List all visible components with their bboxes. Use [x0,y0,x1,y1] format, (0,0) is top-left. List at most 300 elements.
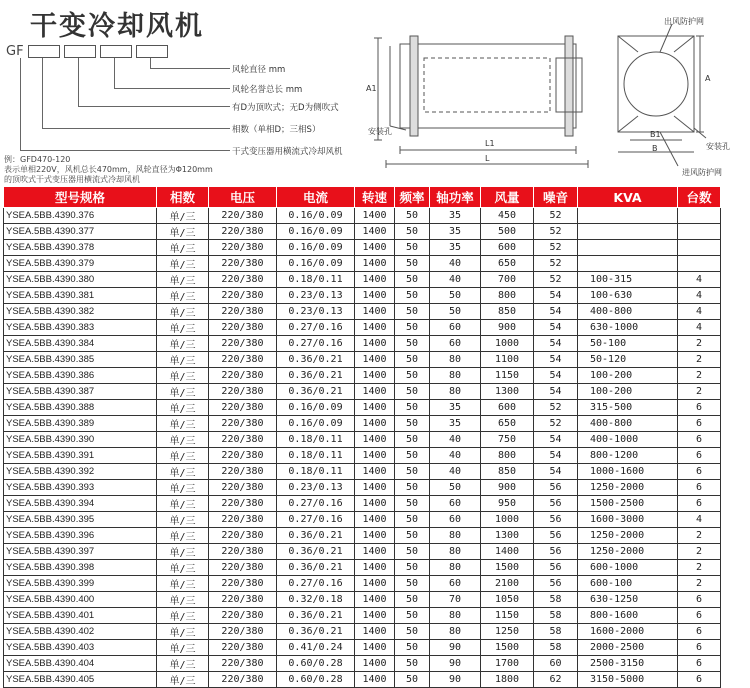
cell-frequency: 50 [395,320,430,336]
cell-noise: 52 [534,272,578,288]
cell-power: 80 [430,560,481,576]
cell-frequency: 50 [395,400,430,416]
cell-phase: 单/三 [157,576,209,592]
table-row [4,400,721,416]
cell-count: 6 [678,400,721,416]
cell-airflow: 1250 [481,624,534,640]
cell-model: YSEA.5BB.4390.379 [4,256,157,272]
dim-b: B [652,144,658,153]
cell-model: YSEA.5BB.4390.401 [4,608,157,624]
cell-frequency: 50 [395,464,430,480]
cell-airflow: 600 [481,240,534,256]
cell-airflow: 1000 [481,512,534,528]
cell-noise: 56 [534,560,578,576]
cell-noise: 52 [534,240,578,256]
cell-phase: 单/三 [157,528,209,544]
cell-phase: 单/三 [157,336,209,352]
cell-kva: 1500-2500 [578,496,678,512]
cell-airflow: 850 [481,464,534,480]
cell-count: 4 [678,320,721,336]
cell-voltage: 220/380 [209,384,277,400]
cell-airflow: 2100 [481,576,534,592]
cell-power: 40 [430,432,481,448]
table-row [4,672,721,688]
cell-kva: 1250-2000 [578,528,678,544]
cell-phase: 单/三 [157,656,209,672]
cell-speed: 1400 [355,288,395,304]
fan-drawing [360,10,750,185]
cell-model: YSEA.5BB.4390.393 [4,480,157,496]
cell-voltage: 220/380 [209,336,277,352]
cell-kva: 2000-2500 [578,640,678,656]
cell-kva: 1250-2000 [578,544,678,560]
cell-count: 2 [678,576,721,592]
cell-phase: 单/三 [157,256,209,272]
cell-noise: 52 [534,416,578,432]
cell-model: YSEA.5BB.4390.403 [4,640,157,656]
cell-model: YSEA.5BB.4390.405 [4,672,157,688]
page-title: 干变冷却风机 [30,11,204,42]
cell-count: 6 [678,432,721,448]
table-row [4,528,721,544]
cell-airflow: 1150 [481,608,534,624]
cell-power: 60 [430,576,481,592]
cell-kva: 630-1250 [578,592,678,608]
cell-phase: 单/三 [157,464,209,480]
cell-voltage: 220/380 [209,352,277,368]
cell-speed: 1400 [355,400,395,416]
cell-airflow: 650 [481,256,534,272]
col-header-frequency: 频率 [395,187,430,208]
cell-noise: 54 [534,336,578,352]
cell-frequency: 50 [395,256,430,272]
cell-current: 0.36/0.21 [277,352,355,368]
cell-noise: 58 [534,624,578,640]
cell-voltage: 220/380 [209,448,277,464]
cell-voltage: 220/380 [209,592,277,608]
cell-frequency: 50 [395,368,430,384]
cell-phase: 单/三 [157,624,209,640]
table-row [4,256,721,272]
col-header-power: 轴功率 [430,187,481,208]
cell-current: 0.27/0.16 [277,336,355,352]
table-row [4,592,721,608]
cell-power: 50 [430,480,481,496]
cell-voltage: 220/380 [209,560,277,576]
cell-voltage: 220/380 [209,256,277,272]
cell-phase: 单/三 [157,352,209,368]
cell-count: 6 [678,464,721,480]
cell-power: 80 [430,368,481,384]
cell-current: 0.16/0.09 [277,256,355,272]
table-row [4,336,721,352]
cell-voltage: 220/380 [209,288,277,304]
cell-count: 4 [678,304,721,320]
cell-noise: 52 [534,400,578,416]
cell-airflow: 1300 [481,384,534,400]
cell-noise: 56 [534,528,578,544]
col-header-kva: KVA [578,187,678,208]
cell-count [678,224,721,240]
cell-count: 4 [678,288,721,304]
code-box-type [64,45,96,58]
cell-kva: 50-120 [578,352,678,368]
cell-phase: 单/三 [157,544,209,560]
cell-current: 0.16/0.09 [277,208,355,224]
cell-frequency: 50 [395,608,430,624]
cell-current: 0.32/0.18 [277,592,355,608]
cell-speed: 1400 [355,352,395,368]
cell-current: 0.18/0.11 [277,272,355,288]
cell-kva: 1600-2000 [578,624,678,640]
cell-noise: 54 [534,288,578,304]
cell-speed: 1400 [355,432,395,448]
cell-noise: 56 [534,576,578,592]
cell-airflow: 950 [481,496,534,512]
cell-speed: 1400 [355,224,395,240]
cell-power: 35 [430,400,481,416]
cell-frequency: 50 [395,576,430,592]
cell-voltage: 220/380 [209,224,277,240]
cell-phase: 单/三 [157,400,209,416]
col-header-count: 台数 [678,187,721,208]
cell-current: 0.18/0.11 [277,464,355,480]
cell-voltage: 220/380 [209,272,277,288]
cell-airflow: 700 [481,272,534,288]
label-outlet-guard: 出风防护网 [664,17,704,26]
cell-frequency: 50 [395,496,430,512]
table-row [4,624,721,640]
cell-kva [578,224,678,240]
cell-phase: 单/三 [157,512,209,528]
cell-voltage: 220/380 [209,496,277,512]
cell-phase: 单/三 [157,608,209,624]
desc-length: 风轮名誉总长 mm [232,85,303,95]
table-row [4,640,721,656]
dim-b1: B1 [650,130,661,139]
cell-speed: 1400 [355,320,395,336]
cell-model: YSEA.5BB.4390.392 [4,464,157,480]
col-header-voltage: 电压 [209,187,277,208]
cell-count: 2 [678,544,721,560]
cell-voltage: 220/380 [209,640,277,656]
code-prefix: GF [6,44,24,59]
col-header-phase: 相数 [157,187,209,208]
cell-current: 0.36/0.21 [277,544,355,560]
cell-speed: 1400 [355,656,395,672]
cell-frequency: 50 [395,448,430,464]
label-inlet-guard: 进风防护网 [682,168,722,177]
cell-count: 2 [678,528,721,544]
cell-frequency: 50 [395,528,430,544]
cell-speed: 1400 [355,544,395,560]
cell-model: YSEA.5BB.4390.404 [4,656,157,672]
cell-noise: 54 [534,304,578,320]
desc-phase: 相数（单相D；三相S） [232,125,321,135]
cell-speed: 1400 [355,528,395,544]
cell-power: 60 [430,512,481,528]
table-row [4,576,721,592]
cell-count: 6 [678,448,721,464]
col-header-speed: 转速 [355,187,395,208]
cell-noise: 58 [534,592,578,608]
cell-noise: 54 [534,352,578,368]
cell-frequency: 50 [395,288,430,304]
cell-power: 70 [430,592,481,608]
cell-kva: 400-1000 [578,432,678,448]
table-row [4,272,721,288]
cell-current: 0.36/0.21 [277,608,355,624]
cell-phase: 单/三 [157,288,209,304]
table-body [4,208,721,688]
cell-noise: 54 [534,384,578,400]
table-row [4,224,721,240]
cell-voltage: 220/380 [209,672,277,688]
cell-airflow: 1050 [481,592,534,608]
cell-current: 0.36/0.21 [277,368,355,384]
cell-speed: 1400 [355,416,395,432]
cell-model: YSEA.5BB.4390.388 [4,400,157,416]
cell-frequency: 50 [395,384,430,400]
cell-current: 0.27/0.16 [277,576,355,592]
cell-airflow: 1150 [481,368,534,384]
cell-phase: 单/三 [157,416,209,432]
cell-speed: 1400 [355,384,395,400]
cell-noise: 58 [534,608,578,624]
cell-airflow: 1800 [481,672,534,688]
col-header-noise: 噪音 [534,187,578,208]
cell-noise: 54 [534,464,578,480]
cell-power: 90 [430,656,481,672]
cell-frequency: 50 [395,624,430,640]
cell-current: 0.36/0.21 [277,384,355,400]
cell-speed: 1400 [355,208,395,224]
cell-kva: 1000-1600 [578,464,678,480]
cell-frequency: 50 [395,640,430,656]
example-line-2: 表示单相220V，风机总长470mm，风轮直径为Φ120mm [4,165,213,174]
cell-power: 60 [430,496,481,512]
dim-l: L [485,154,490,163]
desc-product: 干式变压器用横流式冷却风机 [232,147,343,157]
cell-power: 40 [430,448,481,464]
cell-model: YSEA.5BB.4390.383 [4,320,157,336]
cell-kva: 3150-5000 [578,672,678,688]
cell-airflow: 850 [481,304,534,320]
cell-frequency: 50 [395,208,430,224]
dim-a: A [705,74,711,83]
cell-airflow: 1100 [481,352,534,368]
cell-count: 2 [678,560,721,576]
cell-kva: 100-315 [578,272,678,288]
cell-airflow: 800 [481,288,534,304]
example-note [4,155,213,185]
cell-power: 35 [430,208,481,224]
cell-noise: 62 [534,672,578,688]
cell-airflow: 1000 [481,336,534,352]
cell-model: YSEA.5BB.4390.378 [4,240,157,256]
cell-phase: 单/三 [157,480,209,496]
cell-airflow: 900 [481,320,534,336]
cell-current: 0.36/0.21 [277,528,355,544]
cell-noise: 60 [534,656,578,672]
table-row [4,352,721,368]
table-row [4,304,721,320]
cell-current: 0.27/0.16 [277,496,355,512]
cell-model: YSEA.5BB.4390.377 [4,224,157,240]
cell-speed: 1400 [355,496,395,512]
cell-speed: 1400 [355,480,395,496]
cell-power: 50 [430,304,481,320]
cell-count: 2 [678,384,721,400]
cell-frequency: 50 [395,224,430,240]
cell-voltage: 220/380 [209,432,277,448]
cell-airflow: 900 [481,480,534,496]
cell-phase: 单/三 [157,304,209,320]
cell-speed: 1400 [355,240,395,256]
example-line-3: 的顶吹式干式变压器用横流式冷却风机 [4,175,140,184]
cell-airflow: 1400 [481,544,534,560]
cell-noise: 52 [534,256,578,272]
cell-frequency: 50 [395,336,430,352]
cell-power: 90 [430,672,481,688]
cell-frequency: 50 [395,512,430,528]
col-header-model: 型号规格 [4,187,157,208]
cell-kva: 600-100 [578,576,678,592]
cell-noise: 54 [534,432,578,448]
cell-phase: 单/三 [157,672,209,688]
cell-voltage: 220/380 [209,624,277,640]
cell-speed: 1400 [355,368,395,384]
cell-power: 80 [430,624,481,640]
cell-phase: 单/三 [157,432,209,448]
cell-noise: 52 [534,224,578,240]
cell-power: 80 [430,544,481,560]
cell-current: 0.18/0.11 [277,432,355,448]
col-header-airflow: 风量 [481,187,534,208]
cell-phase: 单/三 [157,592,209,608]
cell-airflow: 650 [481,416,534,432]
cell-airflow: 750 [481,432,534,448]
cell-current: 0.36/0.21 [277,560,355,576]
cell-current: 0.18/0.11 [277,448,355,464]
table-row [4,656,721,672]
cell-voltage: 220/380 [209,480,277,496]
cell-power: 80 [430,608,481,624]
cell-kva: 100-200 [578,368,678,384]
cell-power: 80 [430,528,481,544]
cell-frequency: 50 [395,480,430,496]
cell-kva [578,208,678,224]
cell-kva: 800-1600 [578,608,678,624]
table-row [4,560,721,576]
cell-phase: 单/三 [157,640,209,656]
cell-frequency: 50 [395,560,430,576]
code-box-length [100,45,132,58]
cell-current: 0.27/0.16 [277,512,355,528]
cell-model: YSEA.5BB.4390.396 [4,528,157,544]
cell-count: 6 [678,480,721,496]
cell-count: 2 [678,352,721,368]
desc-type: 有D为顶吹式；无D为侧吹式 [232,103,339,113]
cell-current: 0.16/0.09 [277,416,355,432]
cell-count: 2 [678,368,721,384]
cell-model: YSEA.5BB.4390.385 [4,352,157,368]
cell-kva [578,240,678,256]
cell-count: 6 [678,496,721,512]
cell-airflow: 1700 [481,656,534,672]
col-header-current: 电流 [277,187,355,208]
code-box-phase [28,45,60,58]
dim-a1: A1 [366,84,377,93]
cell-kva: 50-100 [578,336,678,352]
cell-noise: 52 [534,208,578,224]
cell-voltage: 220/380 [209,544,277,560]
cell-frequency: 50 [395,272,430,288]
cell-count: 4 [678,272,721,288]
cell-noise: 54 [534,320,578,336]
table-row [4,208,721,224]
cell-model: YSEA.5BB.4390.389 [4,416,157,432]
cell-power: 35 [430,240,481,256]
cell-speed: 1400 [355,256,395,272]
cell-kva: 400-800 [578,304,678,320]
cell-model: YSEA.5BB.4390.394 [4,496,157,512]
cell-count [678,208,721,224]
cell-count: 2 [678,336,721,352]
cell-count [678,240,721,256]
cell-model: YSEA.5BB.4390.381 [4,288,157,304]
cell-voltage: 220/380 [209,208,277,224]
cell-speed: 1400 [355,624,395,640]
cell-airflow: 1500 [481,640,534,656]
cell-airflow: 1500 [481,560,534,576]
cell-kva: 2500-3150 [578,656,678,672]
table-row [4,416,721,432]
cell-count: 6 [678,608,721,624]
cell-phase: 单/三 [157,240,209,256]
dimension-diagram [360,10,750,185]
cell-power: 60 [430,320,481,336]
table-row [4,544,721,560]
dim-l1: L1 [485,139,495,148]
table-row [4,384,721,400]
table-row [4,608,721,624]
cell-phase: 单/三 [157,368,209,384]
cell-count: 6 [678,656,721,672]
cell-kva: 100-200 [578,384,678,400]
cell-model: YSEA.5BB.4390.390 [4,432,157,448]
cell-model: YSEA.5BB.4390.399 [4,576,157,592]
cell-current: 0.27/0.16 [277,320,355,336]
cell-model: YSEA.5BB.4390.376 [4,208,157,224]
cell-airflow: 1300 [481,528,534,544]
cell-kva: 800-1200 [578,448,678,464]
cell-speed: 1400 [355,272,395,288]
cell-noise: 56 [534,512,578,528]
table-row [4,288,721,304]
cell-noise: 58 [534,640,578,656]
cell-voltage: 220/380 [209,304,277,320]
cell-current: 0.23/0.13 [277,288,355,304]
cell-count: 6 [678,672,721,688]
table-row [4,496,721,512]
model-code-legend [0,0,400,190]
cell-phase: 单/三 [157,224,209,240]
cell-voltage: 220/380 [209,416,277,432]
cell-count: 6 [678,592,721,608]
cell-model: YSEA.5BB.4390.391 [4,448,157,464]
cell-phase: 单/三 [157,448,209,464]
